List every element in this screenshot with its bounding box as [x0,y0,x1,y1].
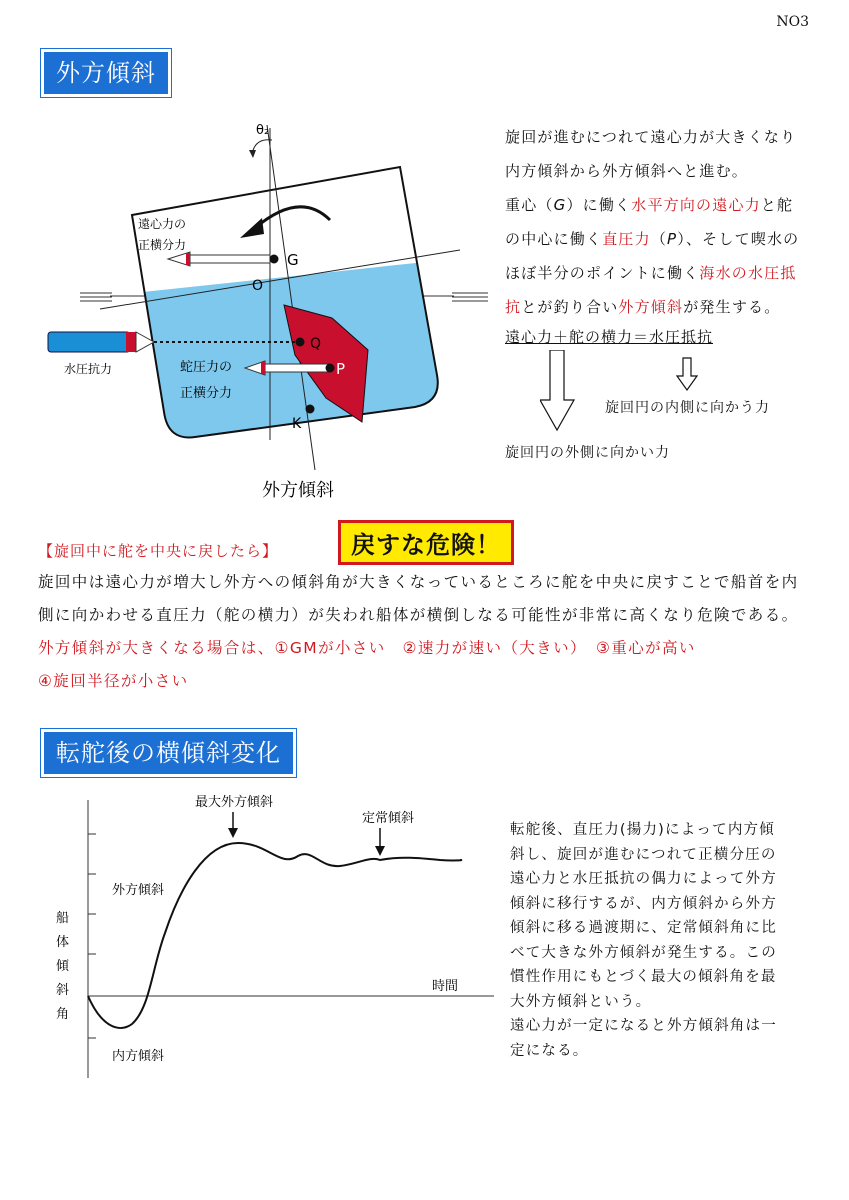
warning-bracket-title: 【旋回中に舵を中央に戻したら】 [38,542,279,560]
text-fragment: G [553,196,567,214]
text-line: 大外方傾斜という。 [510,993,652,1010]
text-line: 遠心力と水圧抵抗の偶力によって外方 [510,871,777,887]
outer-force-label: 旋回円の外側に向かい力 [505,445,670,461]
rudder-pressure-label-2: 正横分力 [180,386,233,401]
heel-curve [88,843,461,1028]
force-arrows [540,350,720,440]
y-label-char: 体 [56,935,70,950]
point-p: P [336,360,346,378]
y-label-char: 船 [56,911,70,926]
text-line: 斜し、旋回が進むにつれて正横分圧の [510,846,777,863]
diagram-caption: 外方傾斜 [262,480,334,501]
text-line: 慣性作用にもとづく最大の傾斜角を最 [510,969,777,985]
text-line: 旋回中は遠心力が増大し外方への傾斜角が大きくなっているところに舵を中央に戻すことで船首を内 [38,573,799,591]
y-axis-label [56,911,70,1022]
force-equation: 遠心力＋舵の横力＝水圧抵抗 [505,328,714,346]
text-fragment: が発生する。 [683,298,781,316]
inner-force-arrow [677,358,697,390]
text-fragment: の中心に働く [505,230,603,248]
text-line: 定になる。 [510,1042,589,1059]
text-line [505,188,825,222]
text-line: 遠心力が一定になると外方傾斜角は一 [510,1018,777,1034]
centrifugal-label-2: 正横分力 [138,238,187,252]
y-label-char: 斜 [56,983,70,998]
warning-body [38,566,828,698]
text-fragment: 海水の水圧抵 [699,264,797,282]
y-label-char: 傾 [56,959,70,974]
section-title-outward-heel: 外方傾斜 [44,52,168,94]
text-fragment: 外方傾斜 [618,298,684,316]
inner-force-label: 旋回円の内側に向かう力 [605,400,770,416]
text-fragment: 重心（ [505,196,554,214]
outer-force-arrow [540,350,574,430]
text-fragment: 抗 [505,298,522,316]
text-line: 内方傾斜から外方傾斜へと進む。 [505,162,749,180]
text-line: 外方傾斜が大きくなる場合は、①GMが小さい ②速力が速い（大きい） ③重心が高い [38,639,696,657]
text-fragment: （ [650,230,668,248]
text-line: 傾斜に移行するが、内方傾斜から外方 [510,895,777,912]
annotation-max-outward: 最大外方傾斜 [195,795,274,810]
x-axis-label: 時間 [432,979,459,994]
theta-label: θ₂ [256,123,270,138]
text-line: 傾斜に移る過渡期に、定常傾斜角に比 [510,920,777,936]
text-fragment: ）に働く [566,196,632,214]
text-line: 転舵後、直圧力(揚力)によって内方傾 [510,822,775,838]
outward-heel-explanation [505,120,825,324]
annotation-steady: 定常傾斜 [362,811,415,826]
page-number: NO3 [776,14,809,30]
section-title-heel-change: 転舵後の横傾斜変化 [44,732,293,774]
point-g: G [287,251,299,269]
y-label-char: 角 [56,1007,70,1022]
text-fragment: と舵 [760,196,794,214]
point-o: O [252,278,264,294]
outward-heel-label: 外方傾斜 [112,883,165,898]
heel-change-explanation [510,818,820,1063]
text-fragment: とが釣り合い [521,298,619,316]
danger-banner: 戻すな危険！ [338,520,514,565]
text-line: べて大きな外方傾斜が発生する。この [510,944,777,961]
centrifugal-label-1: 遠心力の [138,217,187,231]
heel-change-chart [40,788,500,1088]
text-line [505,222,825,256]
text-line: ④旋回半径が小さい [38,672,189,690]
text-line: 側に向かわせる直圧力（舵の横力）が失われ船体が横倒しなる可能性が非常に高くなり危険である。 [38,606,799,624]
text-fragment: 水平方向の遠心力 [631,196,761,214]
water-resistance-label: 水圧抗力 [64,362,113,376]
outward-heel-diagram [40,110,500,510]
text-fragment: 直圧力 [602,230,651,248]
text-line [505,290,825,324]
inward-heel-label: 内方傾斜 [112,1049,165,1064]
point-k: K [292,416,302,432]
text-fragment: ）、そして喫水の [677,230,800,248]
text-fragment: P [667,230,678,248]
text-fragment: ほぼ半分のポイントに働く [505,264,700,282]
text-line: 旋回が進むにつれて遠心力が大きくなり [505,128,797,146]
text-line [505,256,825,290]
point-q: Q [310,336,322,352]
rudder-pressure-label-1: 蛇圧力の [180,360,233,375]
